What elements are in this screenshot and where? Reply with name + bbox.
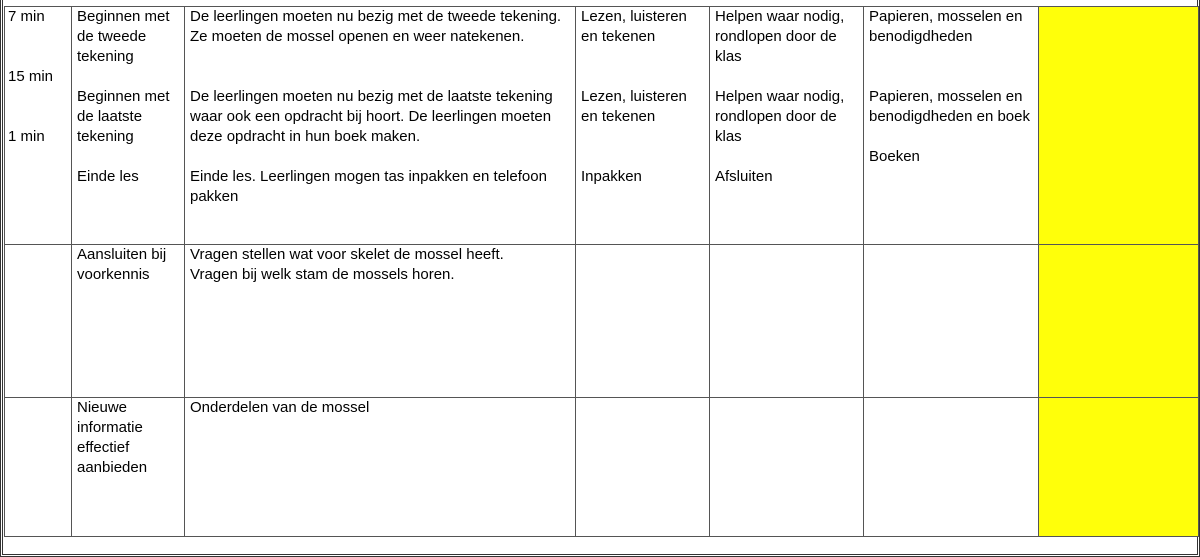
activity-text: De leerlingen moeten nu bezig met de laatste tekening waar ook een opdracht bij hoort. De leerlingen moeten deze opdracht in hun boek maken. [190,88,553,145]
time-cell [5,7,72,245]
phase-text: Beginnen met de tweede tekening [77,8,170,65]
phase-cell [72,398,185,537]
highlight-cell [1039,245,1199,398]
table-row [5,245,1199,398]
materials-text: Boeken [869,148,920,165]
activity-cell [185,245,576,398]
teacher-activity-cell [710,7,864,245]
phase-text: Aansluiten bij voorkennis [77,246,167,283]
phase-text: Beginnen met de laatste tekening [77,88,170,145]
student-activity-cell [576,7,710,245]
materials-text: Papieren, mosselen en benodigdheden en boek [869,88,1030,125]
student-activity-cell [576,245,710,398]
time-cell [5,398,72,537]
activity-cell [185,398,576,537]
activity-text: Onderdelen van de mossel [190,399,370,416]
phase-cell [72,7,185,245]
highlight-cell [1039,7,1199,245]
materials-cell [864,245,1039,398]
table-row [5,7,1199,245]
time-text: 15 min [8,68,54,85]
phase-text: Nieuwe informatie effectief aanbieden [77,399,148,476]
teacher-activity-cell [710,398,864,537]
activity-cell [185,7,576,245]
student-activity-text: Lezen, luisteren en tekenen [581,88,687,125]
time-text: 7 min [8,8,45,25]
materials-cell [864,398,1039,537]
student-activity-cell [576,398,710,537]
time-text: 1 min [8,128,45,145]
activity-text: Vragen stellen wat voor skelet de mossel heeft. [190,246,504,263]
student-activity-text: Lezen, luisteren en tekenen [581,8,687,45]
activity-text: De leerlingen moeten nu bezig met de tweede tekening. Ze moeten de mossel openen en weer natekenen. [190,8,562,45]
lesson-plan-table [4,6,1199,537]
teacher-activity-text: Helpen waar nodig, rondlopen door de klas [715,88,845,145]
teacher-activity-text: Afsluiten [715,168,773,185]
student-activity-text: Inpakken [581,168,642,185]
highlight-cell [1039,398,1199,537]
materials-cell [864,7,1039,245]
phase-text: Einde les [77,168,139,185]
phase-cell [72,245,185,398]
activity-text: Einde les. Leerlingen mogen tas inpakken en telefoon pakken [190,168,547,205]
teacher-activity-cell [710,245,864,398]
materials-text: Papieren, mosselen en benodigdheden [869,8,1023,45]
time-cell [5,245,72,398]
activity-text: Vragen bij welk stam de mossels horen. [190,266,455,283]
teacher-activity-text: Helpen waar nodig, rondlopen door de klas [715,8,845,65]
table-row [5,398,1199,537]
